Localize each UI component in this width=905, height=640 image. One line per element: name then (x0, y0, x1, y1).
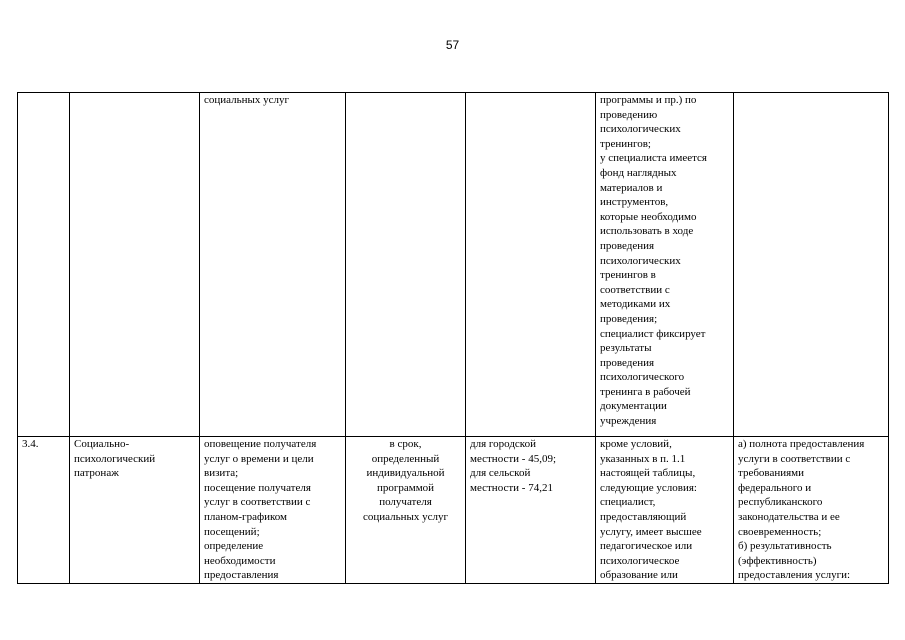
table-row (18, 437, 889, 584)
cell-service-name: Социально- психологический патронаж (70, 437, 200, 584)
cell-number (18, 93, 70, 437)
cell-term (346, 93, 466, 437)
cell-indicators: а) полнота предоставления услуги в соответствии с требованиями федерального и республиканского законодательства и ее своевременность; б) результативность (эффективность) предоставления услуги: (734, 437, 889, 584)
cell-term: в срок, определенный индивидуальной программой получателя социальных услуг (346, 437, 466, 584)
cell-conditions: кроме условий, указанных в п. 1.1 настоящей таблицы, следующие условия: специалист, предоставляющий услугу, имеет высшее педагогическое или психологическое образование или (596, 437, 734, 584)
cell-norm (466, 93, 596, 437)
cell-indicators (734, 93, 889, 437)
cell-service-name (70, 93, 200, 437)
page-number: 57 (445, 38, 460, 52)
table-row (18, 93, 889, 437)
services-table (17, 92, 889, 584)
cell-conditions: программы и пр.) по проведению психологических тренингов; у специалиста имеется фонд наглядных материалов и инструментов, которые необходимо использовать в ходе проведения психологических тренингов в соответствии с методиками их проведения; специалист фиксирует результаты проведения психологического тренинга в рабочей документации учреждения (596, 93, 734, 437)
cell-number: 3.4. (18, 437, 70, 584)
cell-service-content: оповещение получателя услуг о времени и цели визита; посещение получателя услуг в соответствии с планом-графиком посещений; определение необходимости предоставления (200, 437, 346, 584)
cell-norm: для городской местности - 45,09; для сельской местности - 74,21 (466, 437, 596, 584)
cell-service-content: социальных услуг (200, 93, 346, 437)
